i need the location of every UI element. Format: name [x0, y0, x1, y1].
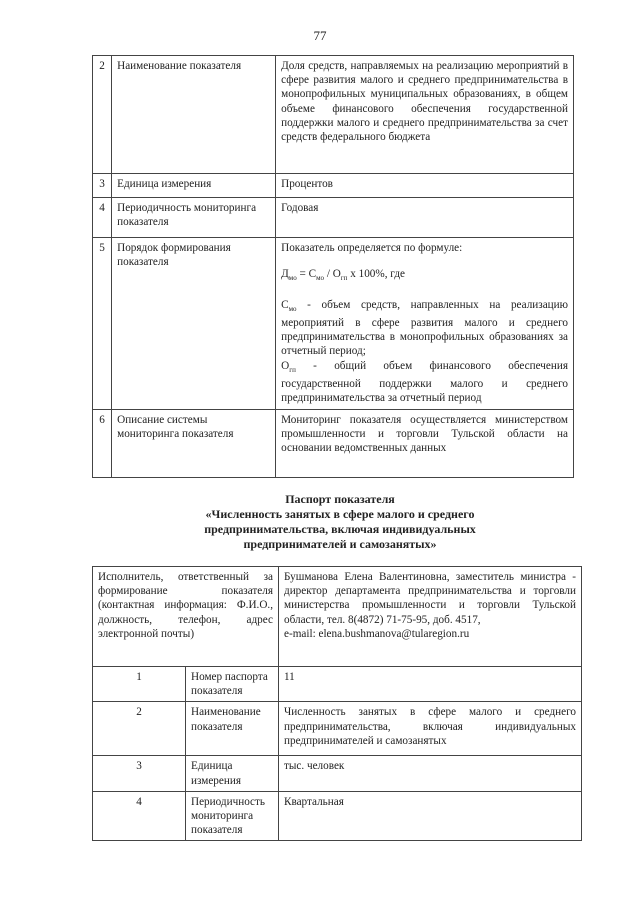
indicator-table-continued	[92, 55, 574, 478]
o-symbol: О	[281, 359, 290, 372]
c-sub: мо	[288, 304, 297, 313]
executor-details: Бушманова Елена Валентиновна, заместитель министра - директор департамента предпринимательства и торговли министерства промышленности и торговли Тульской области, тел. 8(4872) 71-75-95, доб. 4517,	[284, 571, 576, 626]
formula-div: / О	[324, 268, 341, 281]
row-label: Номер паспорта показателя	[186, 667, 279, 702]
row-number: 4	[93, 198, 112, 238]
executor-value	[279, 567, 582, 667]
table-row	[93, 56, 574, 174]
row-value: Мониторинг показателя осуществляется министерством промышленности и торговли Тульской области на основании ведомственных данных	[276, 410, 574, 478]
row-label: Порядок формирования показателя	[112, 238, 276, 410]
row-value: тыс. человек	[279, 756, 582, 791]
row-label: Единица измерения	[112, 174, 276, 198]
row-number: 3	[93, 756, 186, 791]
c-symbol: С	[281, 298, 289, 311]
o-sub: гп	[289, 365, 296, 374]
passport-subtitle-line: предпринимателей и самозанятых»	[243, 537, 437, 551]
o-desc: - общий объем финансового обеспечения государственной поддержки малого и среднего предпринимательства за отчетный период	[281, 359, 568, 405]
formula-c-sub: мо	[316, 274, 325, 283]
row-value: Квартальная	[279, 791, 582, 841]
row-number: 6	[93, 410, 112, 478]
table-row	[93, 567, 582, 667]
executor-label: Исполнитель, ответственный за формирование показателя (контактная информация: Ф.И.О., должность, телефон, адрес электронной почты)	[93, 567, 279, 667]
formula-d-sub: мо	[288, 274, 297, 283]
row-value: Годовая	[276, 198, 574, 238]
row-value-formula	[276, 238, 574, 410]
o-definition	[281, 359, 568, 406]
passport-subtitle-line: предпринимательства, включая индивидуальных	[204, 522, 476, 536]
row-number: 2	[93, 56, 112, 174]
row-number: 3	[93, 174, 112, 198]
table-row	[93, 410, 574, 478]
c-definition	[281, 298, 568, 359]
table-row	[93, 756, 582, 791]
table-row	[93, 667, 582, 702]
passport-heading	[150, 492, 530, 552]
row-value: Процентов	[276, 174, 574, 198]
formula-d: Д	[281, 268, 289, 281]
table-row	[93, 198, 574, 238]
row-label: Наименование показателя	[112, 56, 276, 174]
formula-eq: = С	[296, 268, 317, 281]
row-label: Единица измерения	[186, 756, 279, 791]
page-number: 77	[313, 28, 327, 43]
formula	[281, 267, 568, 285]
row-number: 5	[93, 238, 112, 410]
row-number: 2	[93, 702, 186, 756]
c-desc: - объем средств, направленных на реализацию мероприятий в сфере развития малого и среднего предпринимательства в монопрофильных образованиях за отчетный период;	[281, 298, 568, 358]
formula-tail: x 100%, где	[347, 268, 405, 281]
executor-email: e-mail: elena.bushmanova@tularegion.ru	[284, 627, 470, 640]
table-row	[93, 702, 582, 756]
row-number: 1	[93, 667, 186, 702]
row-value: Численность занятых в сфере малого и среднего предпринимательства, включая индивидуальных предпринимателей и самозанятых	[279, 702, 582, 756]
row-label: Периодичность мониторинга показателя	[186, 791, 279, 841]
passport-subtitle-line: «Численность занятых в сфере малого и среднего	[205, 507, 475, 521]
row-value: Доля средств, направляемых на реализацию мероприятий в сфере развития малого и среднего предпринимательства в монопрофильных муниципальных образованиях, в общем объеме финансового обеспечения государственной поддержки малого и среднего предпринимательства за счет средств федерального бюджета	[276, 56, 574, 174]
row-label: Описание системы мониторинга показателя	[112, 410, 276, 478]
table-row	[93, 238, 574, 410]
row-value: 11	[279, 667, 582, 702]
row-label: Наименование показателя	[186, 702, 279, 756]
row-number: 4	[93, 791, 186, 841]
table-row	[93, 174, 574, 198]
passport-title: Паспорт показателя	[285, 492, 395, 506]
formula-o-sub: гп	[340, 274, 348, 283]
table-row	[93, 791, 582, 841]
passport-table	[92, 566, 582, 841]
row-label: Периодичность мониторинга показателя	[112, 198, 276, 238]
formula-intro: Показатель определяется по формуле:	[281, 242, 463, 254]
